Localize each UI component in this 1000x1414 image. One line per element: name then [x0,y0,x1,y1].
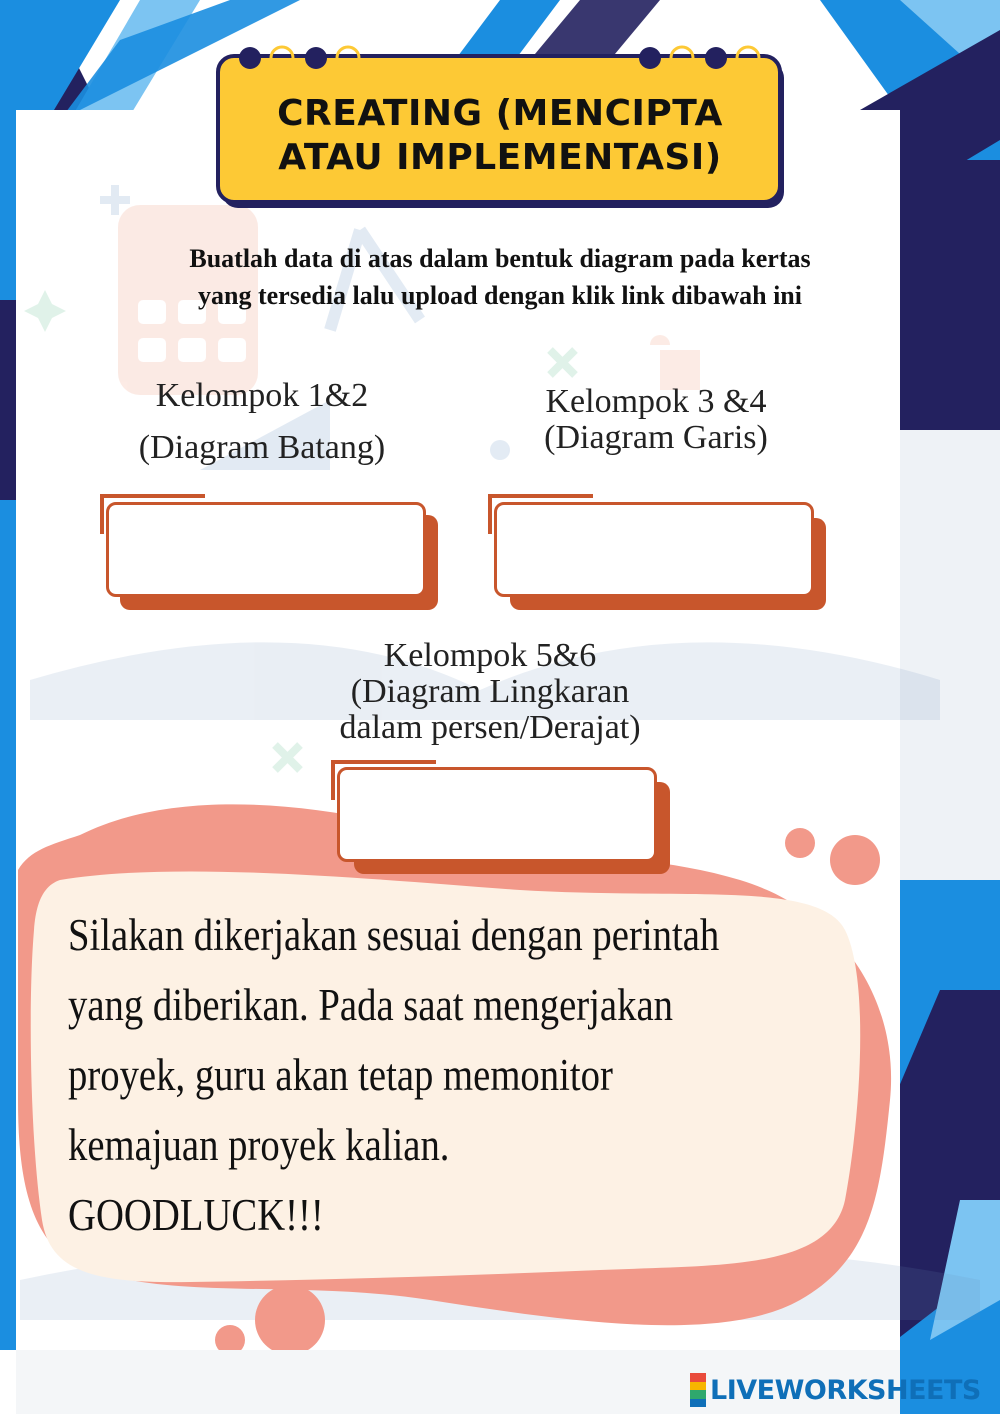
brand-name: LIVEWORKSHEETS [710,1374,981,1406]
group-2-diagram: (Diagram Garis) [544,419,768,456]
answer-box-1-accent [100,494,205,498]
answer-box-2-accent-side [488,494,492,534]
liveworksheets-logo[interactable] [690,1370,981,1410]
message-line-5: GOODLUCK!!! [68,1190,324,1240]
instruction-line-2: yang tersedia lalu upload dengan klik link dibawah ini [198,281,802,310]
page-title [222,92,778,180]
title-line-1: CREATING (MENCIPTA [277,93,723,134]
message-line-3: proyek, guru akan tetap memonitor [68,1050,613,1100]
group-3-label [290,638,690,746]
answer-box-group-2[interactable] [494,502,814,597]
answer-box-3-accent-side [331,760,335,800]
group-3-diagram: (Diagram Lingkaran [350,673,630,710]
group-1-diagram: (Diagram Batang) [138,429,386,466]
answer-box-1-accent-side [100,494,104,534]
instruction-text [70,240,930,314]
group-2-name: Kelompok 3 &4 [545,383,767,420]
group-1-name: Kelompok 1&2 [155,377,369,414]
answer-box-group-1[interactable] [106,502,426,597]
message-line-1: Silakan dikerjakan sesuai dengan perintah [68,910,720,960]
title-line-2: ATAU IMPLEMENTASI) [278,137,722,178]
liveworksheets-mark-icon [690,1373,706,1407]
message-line-4: kemajuan proyek kalian. [68,1120,450,1170]
message-line-2: yang diberikan. Pada saat mengerjakan [68,980,673,1030]
answer-box-3-accent [331,760,436,764]
group-3-name: Kelompok 5&6 [383,637,597,674]
answer-box-2-accent [488,494,593,498]
group-2-label [486,384,826,456]
instruction-line-1: Buatlah data di atas dalam bentuk diagram pada kertas [189,244,811,273]
answer-box-group-3[interactable] [337,767,657,862]
group-1-label [92,376,432,468]
group-3-diagram-line-2: dalam persen/Derajat) [339,709,641,746]
closing-message [68,900,868,1250]
